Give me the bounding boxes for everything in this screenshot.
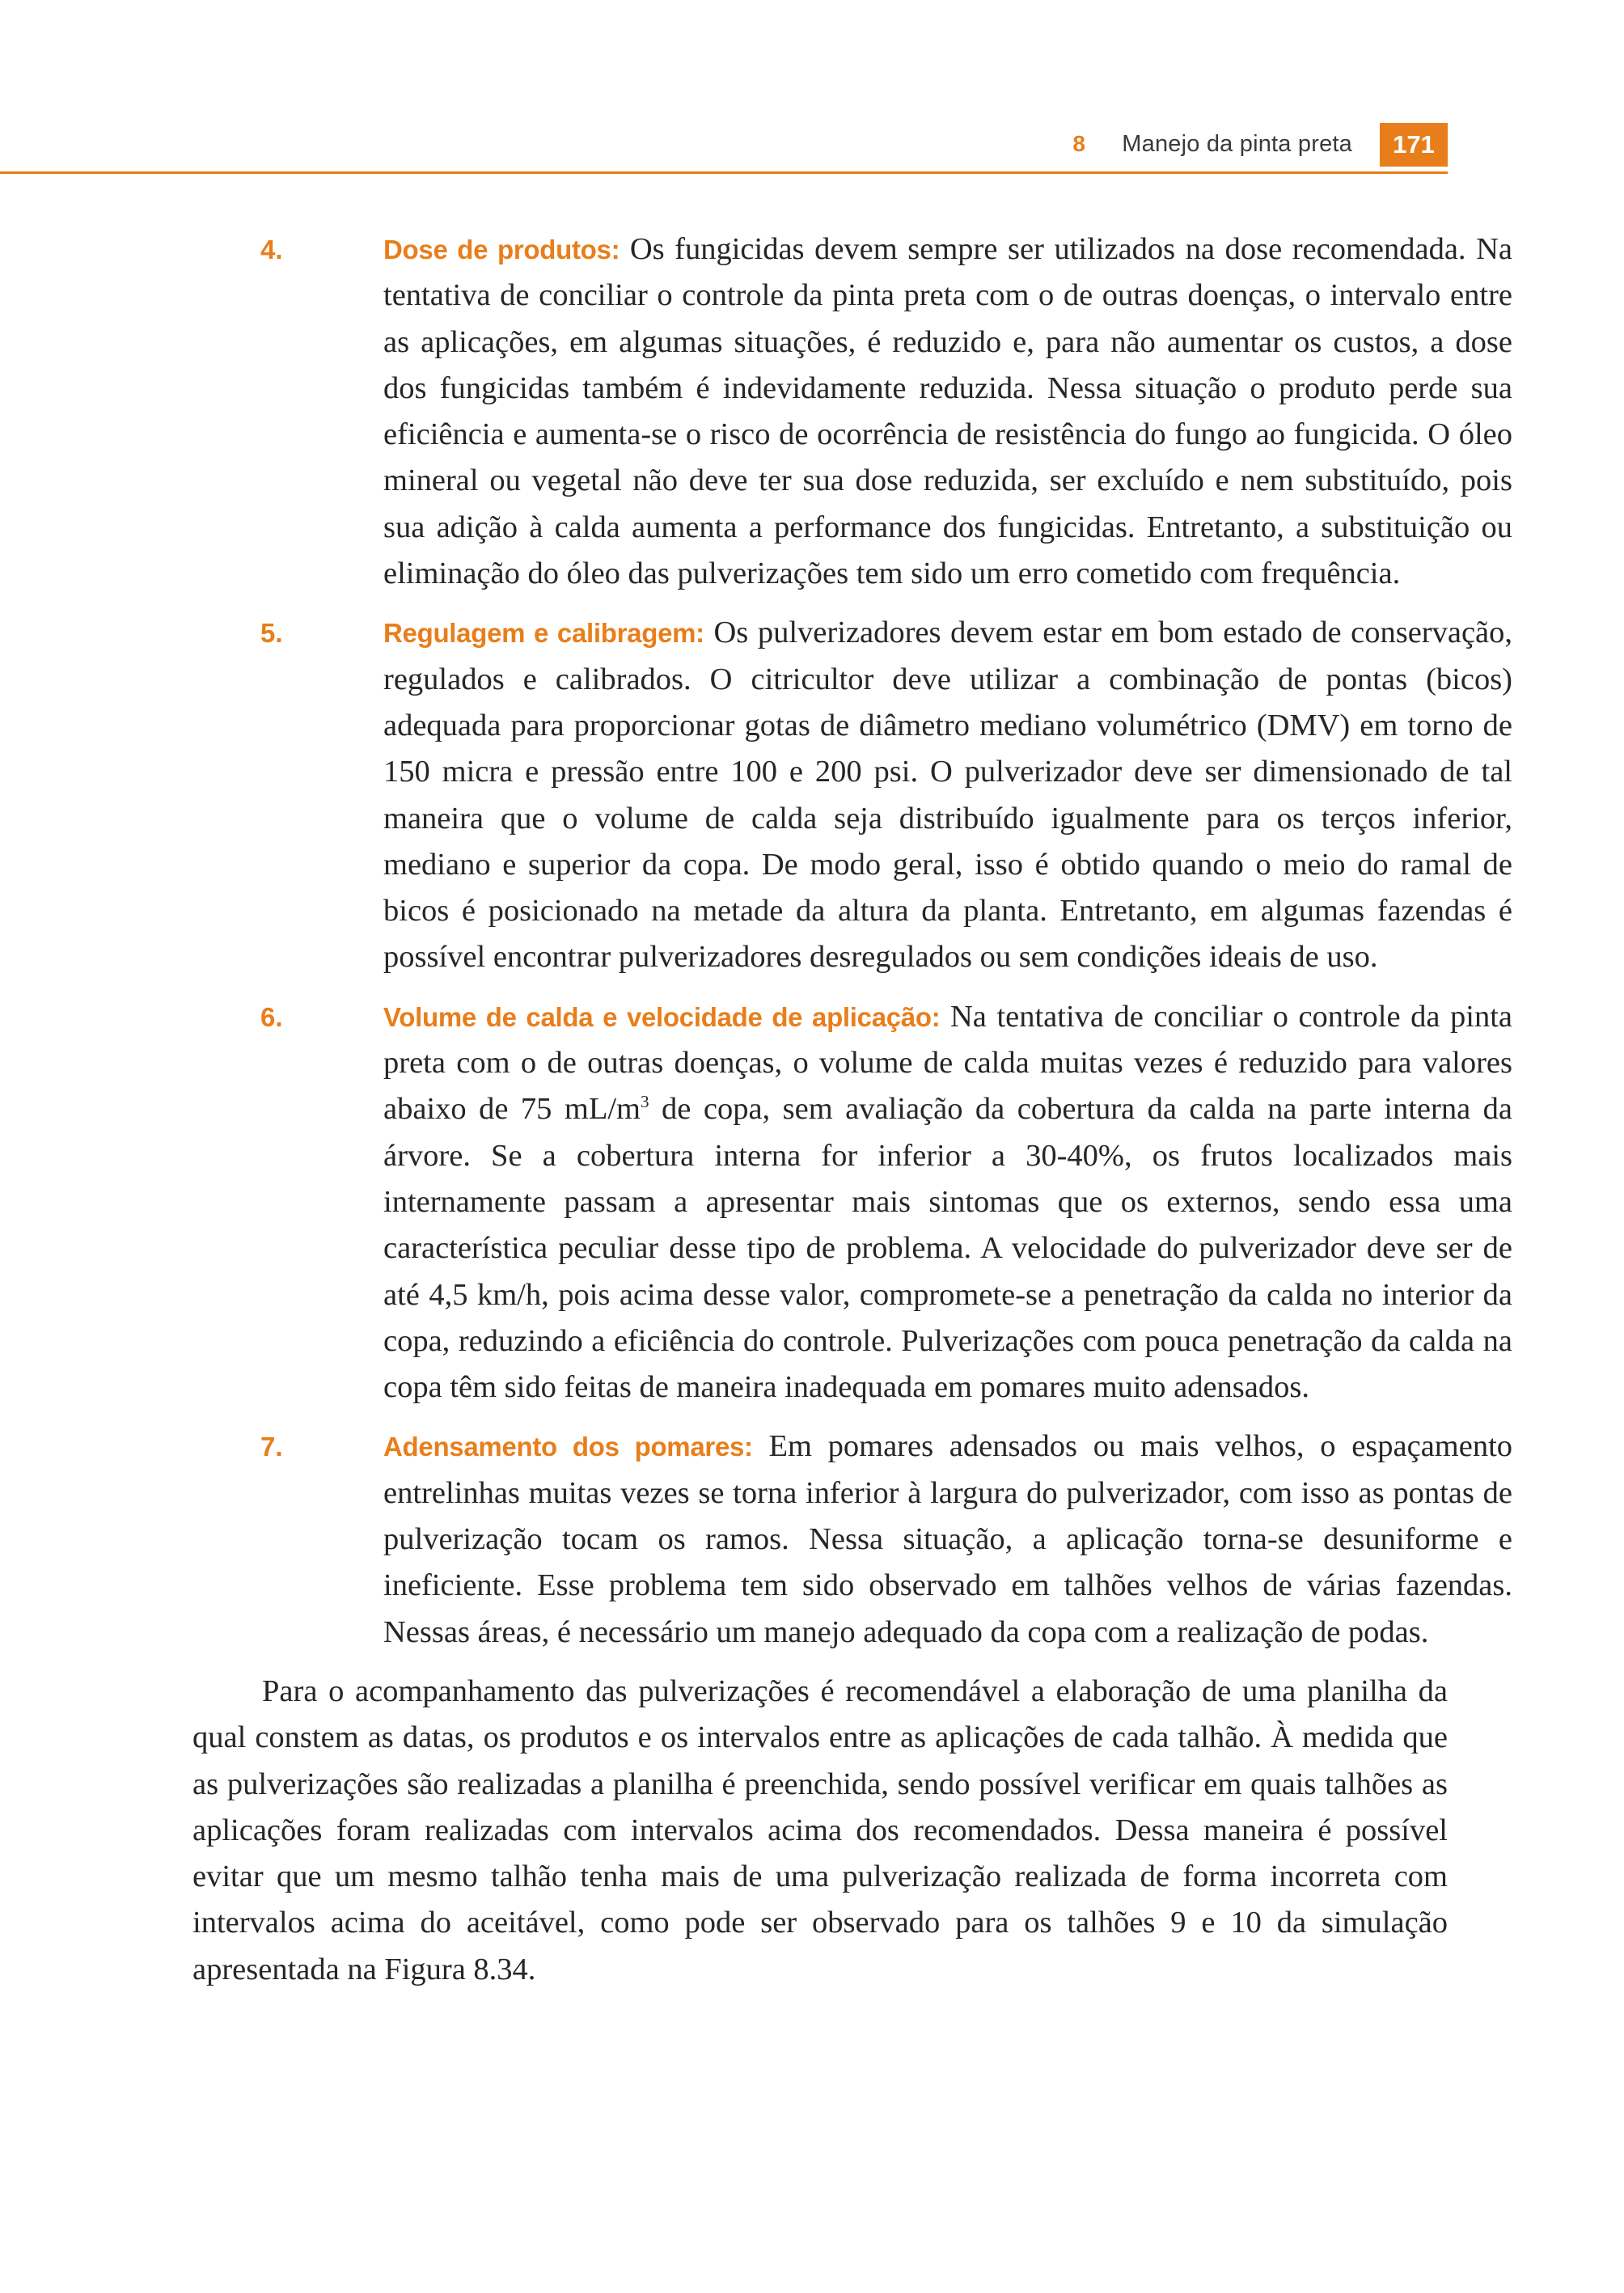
item-heading: Dose de produtos:	[383, 235, 620, 264]
list-item-5	[260, 610, 1512, 980]
list-number: 6.	[260, 1001, 283, 1032]
chapter-title: Manejo da pinta preta	[1122, 131, 1352, 157]
list-item-4	[260, 226, 1512, 597]
list-number: 5.	[260, 618, 283, 649]
running-header	[0, 128, 1448, 173]
item-heading: Regulagem e calibragem:	[383, 618, 704, 649]
item-text: Em pomares adensados ou mais velhos, o espaçamento entrelinhas muitas vezes se torna inferior à largura do pulverizador, com isso as pontas de pulverização tocam os ramos. Nessa situação, a aplicação torna-se desuniforme e ineficiente. Esse problema tem sido observado em talhões velhos de várias fazendas. Nessas áreas, é necessário um manejo adequado da copa com a realização de podas.	[383, 1429, 1513, 1649]
superscript: 3	[641, 1092, 649, 1112]
item-text-part-1: Na tentativa de conciliar o controle da pinta preta com o de outras doenças, o volume de calda muitas vezes é reduzido para valores abaixo de 75 mL/m	[383, 999, 1513, 1127]
numbered-list	[192, 226, 1513, 1656]
page-number: 171	[1380, 123, 1448, 167]
list-item-6	[260, 994, 1512, 1411]
header-rule	[0, 171, 1448, 174]
page-content	[192, 226, 1513, 2024]
item-heading: Volume de calda e velocidade de aplicação:	[383, 1001, 941, 1032]
list-item-7	[260, 1424, 1512, 1655]
item-text-part-2: de copa, sem avaliação da cobertura da calda na parte interna da árvore. Se a cobertura interna for inferior a 30-40%, os frutos localizados mais internamente passam a apresentar mais sintomas que os externos, sendo essa uma característica peculiar desse tipo de problema. A velocidade do pulverizador deve ser de até 4,5 km/h, pois acima desse valor, compromete-se a penetração da calda no interior da copa, reduzindo a eficiência do controle. Pulverizações com pouca penetração da calda na copa têm sido feitas de maneira inadequada em pomares muito adensados.	[383, 1092, 1512, 1405]
item-text: Os fungicidas devem sempre ser utilizados na dose recomendada. Na tentativa de conciliar o controle da pinta preta com o de outras doenças, o intervalo entre as aplicações, em algumas situações, é reduzido e, para não aumentar os custos, a dose dos fungicidas também é indevidamente reduzida. Nessa situação o produto perde sua eficiência e aumenta-se o risco de ocorrência de resistência do fungo ao fungicida. O óleo mineral ou vegetal não deve ter sua dose reduzida, ser excluído e nem substituído, pois sua adição à calda aumenta a performance dos fungicidas. Entretanto, a substituição ou eliminação do óleo das pulverizações tem sido um erro cometido com frequência.	[383, 232, 1512, 591]
list-number: 7.	[260, 1432, 283, 1462]
item-text: Os pulverizadores devem estar em bom estado de conservação, regulados e calibrados. O citricultor deve utilizar a combinação de pontas (bicos) adequada para proporcionar gotas de diâmetro mediano volumétrico (DMV) em torno de 150 micra e pressão entre 100 e 200 psi. O pulverizador deve ser dimensionado de tal maneira que o volume de calda seja distribuído igualmente para os terços inferior, mediano e superior da copa. De modo geral, isso é obtido quando o meio do ramal de bicos é posicionado na metade da altura da planta. Entretanto, em algumas fazendas é possível encontrar pulverizadores desregulados ou sem condições ideais de uso.	[383, 616, 1513, 975]
closing-paragraph: Para o acompanhamento das pulverizações é recomendável a elaboração de uma planilha da qual constem as datas, os produtos e os intervalos entre as aplicações de cada talhão. À medida que as pulverizações são realizadas a planilha é preenchida, sendo possível verificar em quais talhões as aplicações foram realizadas com intervalos acima dos recomendados. Dessa maneira é possível evitar que um mesmo talhão tenha mais de uma pulverização realizada de forma incorreta com intervalos acima do aceitável, como pode ser observado para os talhões 9 e 10 da simulação apresentada na Figura 8.34.	[192, 1673, 1448, 1986]
item-heading: Adensamento dos pomares:	[383, 1432, 753, 1462]
chapter-number: 8	[1072, 131, 1085, 156]
list-number: 4.	[260, 235, 283, 264]
